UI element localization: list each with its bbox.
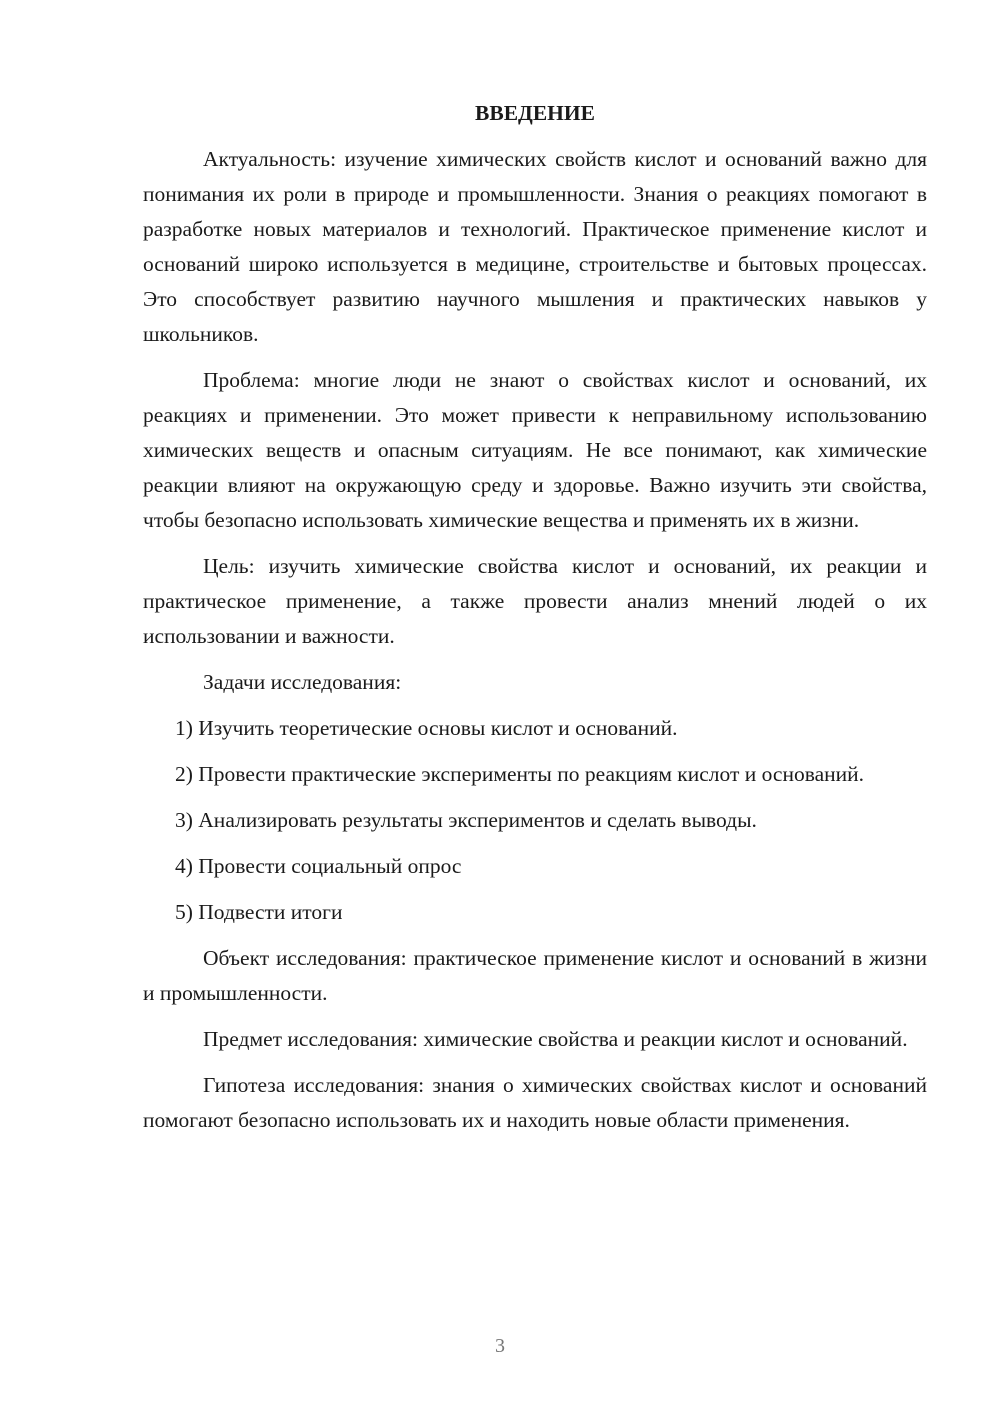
task-item-5: 5) Подвести итоги xyxy=(175,900,343,924)
task-item-1: 1) Изучить теоретические основы кислот и оснований. xyxy=(175,716,678,740)
paragraph-object: Объект исследования: практическое применение кислот и оснований в жизни и промышленности. xyxy=(143,946,927,1005)
paragraph-tasks-heading: Задачи исследования: xyxy=(203,670,402,694)
task-item-3: 3) Анализировать результаты экспериментов и сделать выводы. xyxy=(175,808,757,832)
paragraph-hypothesis: Гипотеза исследования: знания о химических свойствах кислот и оснований помогают безопасно использовать их и находить новые области применения. xyxy=(143,1073,927,1132)
page-title: ВВЕДЕНИЕ xyxy=(475,101,595,125)
task-item-4: 4) Провести социальный опрос xyxy=(175,854,462,878)
paragraph-relevance: Актуальность: изучение химических свойств кислот и оснований важно для понимания их роли в природе и промышленности. Знания о реакциях помогают в разработке новых материалов и технологий. Практическое применение кислот и оснований широко используется в медицине, строительстве и бытовых процессах. Это способствует развитию научного мышления и практических навыков у школьников. xyxy=(143,147,927,346)
paragraph-subject: Предмет исследования: химические свойства и реакции кислот и оснований. xyxy=(203,1027,908,1051)
document-page xyxy=(143,96,927,1149)
page-number: 3 xyxy=(495,1335,505,1357)
task-item-2: 2) Провести практические эксперименты по реакциям кислот и оснований. xyxy=(175,762,865,786)
paragraph-problem: Проблема: многие люди не знают о свойствах кислот и оснований, их реакциях и применении. Это может привести к неправильному использованию химических веществ и опасным ситуациям. Не все понимают, как химические реакции влияют на окружающую среду и здоровье. Важно изучить эти свойства, чтобы безопасно использовать химические вещества и применять их в жизни. xyxy=(143,368,927,532)
paragraph-goal: Цель: изучить химические свойства кислот и оснований, их реакции и практическое применение, а также провести анализ мнений людей о их использовании и важности. xyxy=(143,554,927,648)
